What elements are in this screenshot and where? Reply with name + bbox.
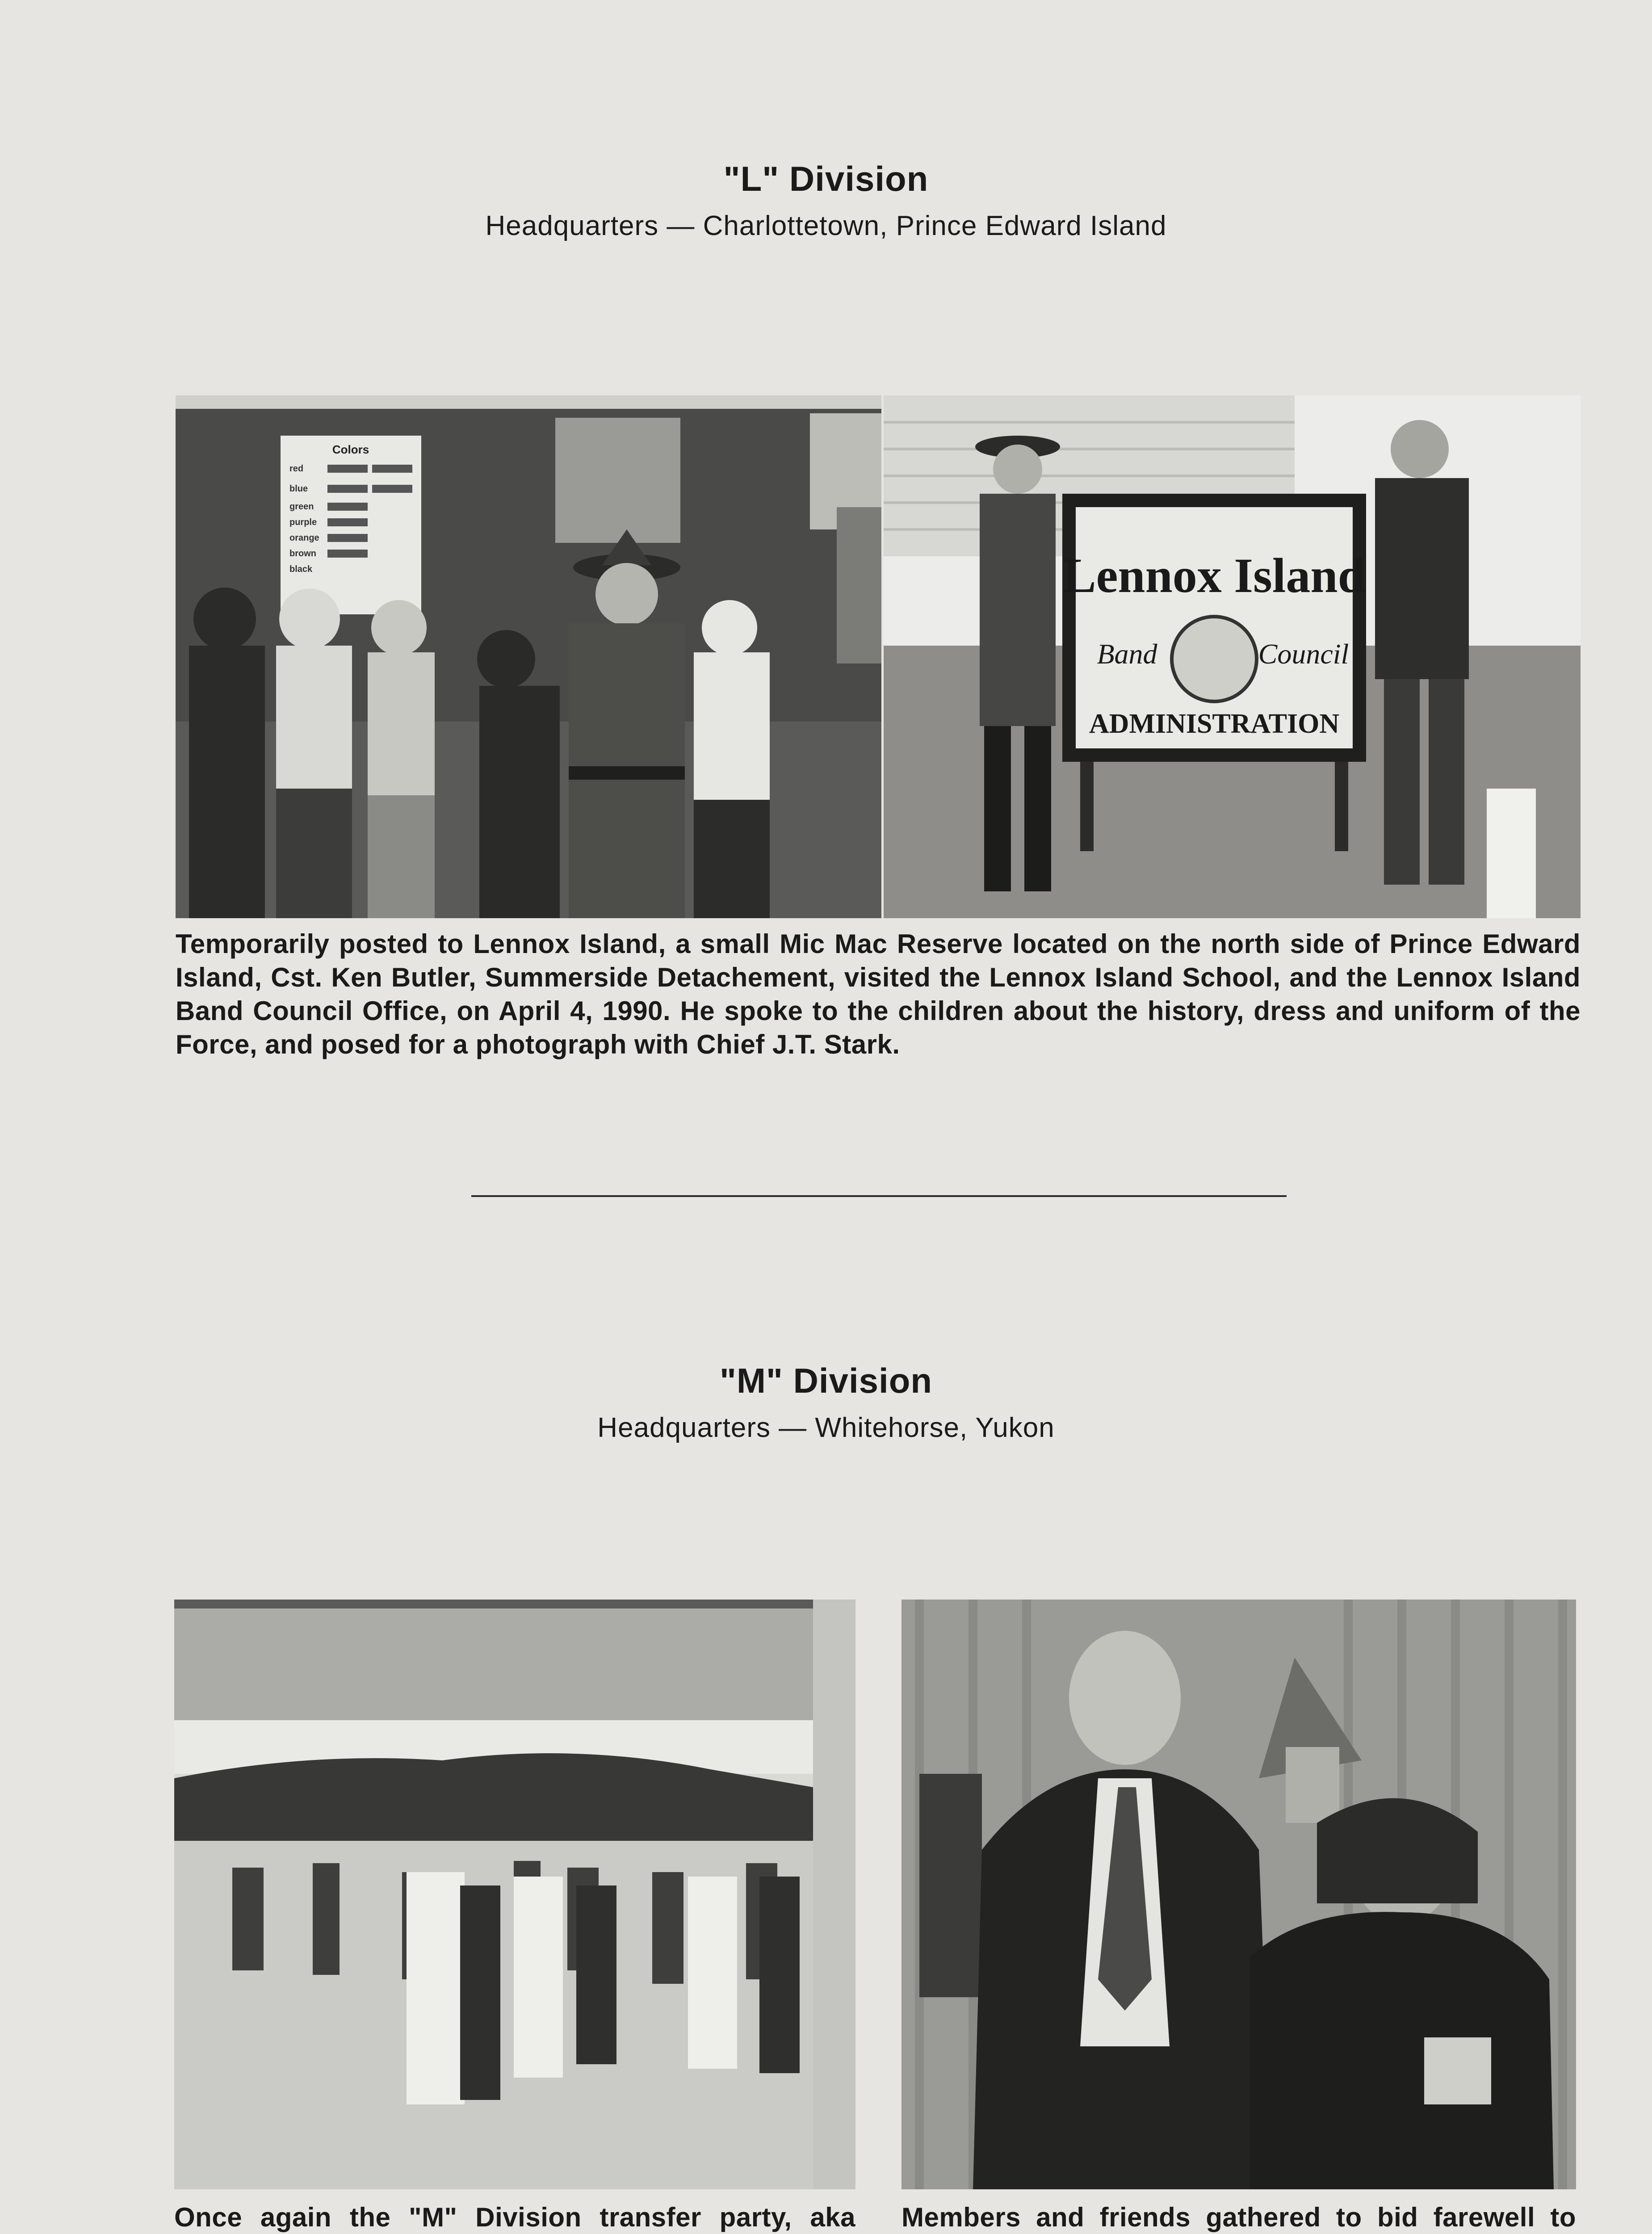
sign-lennox-island: Lennox Island — [1063, 548, 1365, 603]
retirement-farewell-photo — [901, 1600, 1576, 2189]
l-division-subtitle: Headquarters — Charlottetown, Prince Edward Island — [485, 210, 1167, 241]
color-chart-item: red — [289, 464, 304, 474]
color-chart-item: brown — [289, 549, 316, 558]
color-chart-item: black — [289, 564, 313, 574]
sign-council: Council — [1258, 638, 1349, 670]
m-division-title: "M" Division — [719, 1361, 932, 1400]
color-chart-item: blue — [289, 484, 308, 494]
m-division-caption-left: Once again the "M" Division transfer party, aka — [174, 2202, 855, 2232]
sign-band: Band — [1097, 638, 1157, 670]
section-divider — [471, 1195, 1287, 1197]
classroom-photo — [176, 395, 881, 918]
hangar-dance-photo — [174, 1600, 855, 2189]
band-council-photo — [884, 395, 1581, 918]
l-division-caption: Temporarily posted to Lennox Island, a small Mic Mac Reserve located on the north side of Prince Edward Island, Cst. Ken Butler, Summerside Detachement, visited the Lennox Island School, and the Lennox Island Band Council Office, on April 4, 1990. He spoke to the children about the history, dress and uniform of the Force, and posed for a photograph with Chief J.T. Stark. — [176, 929, 1581, 1059]
m-division-caption-right: Members and friends gathered to bid farewell to — [901, 2202, 1576, 2232]
color-chart-title: Colors — [332, 443, 369, 456]
l-division-title: "L" Division — [723, 159, 929, 198]
color-chart-item: orange — [289, 533, 319, 543]
sign-administration: ADMINISTRATION — [1089, 709, 1340, 739]
color-chart-item: purple — [289, 517, 317, 527]
m-division-subtitle: Headquarters — Whitehorse, Yukon — [597, 1412, 1055, 1443]
color-chart-item: green — [289, 502, 314, 512]
